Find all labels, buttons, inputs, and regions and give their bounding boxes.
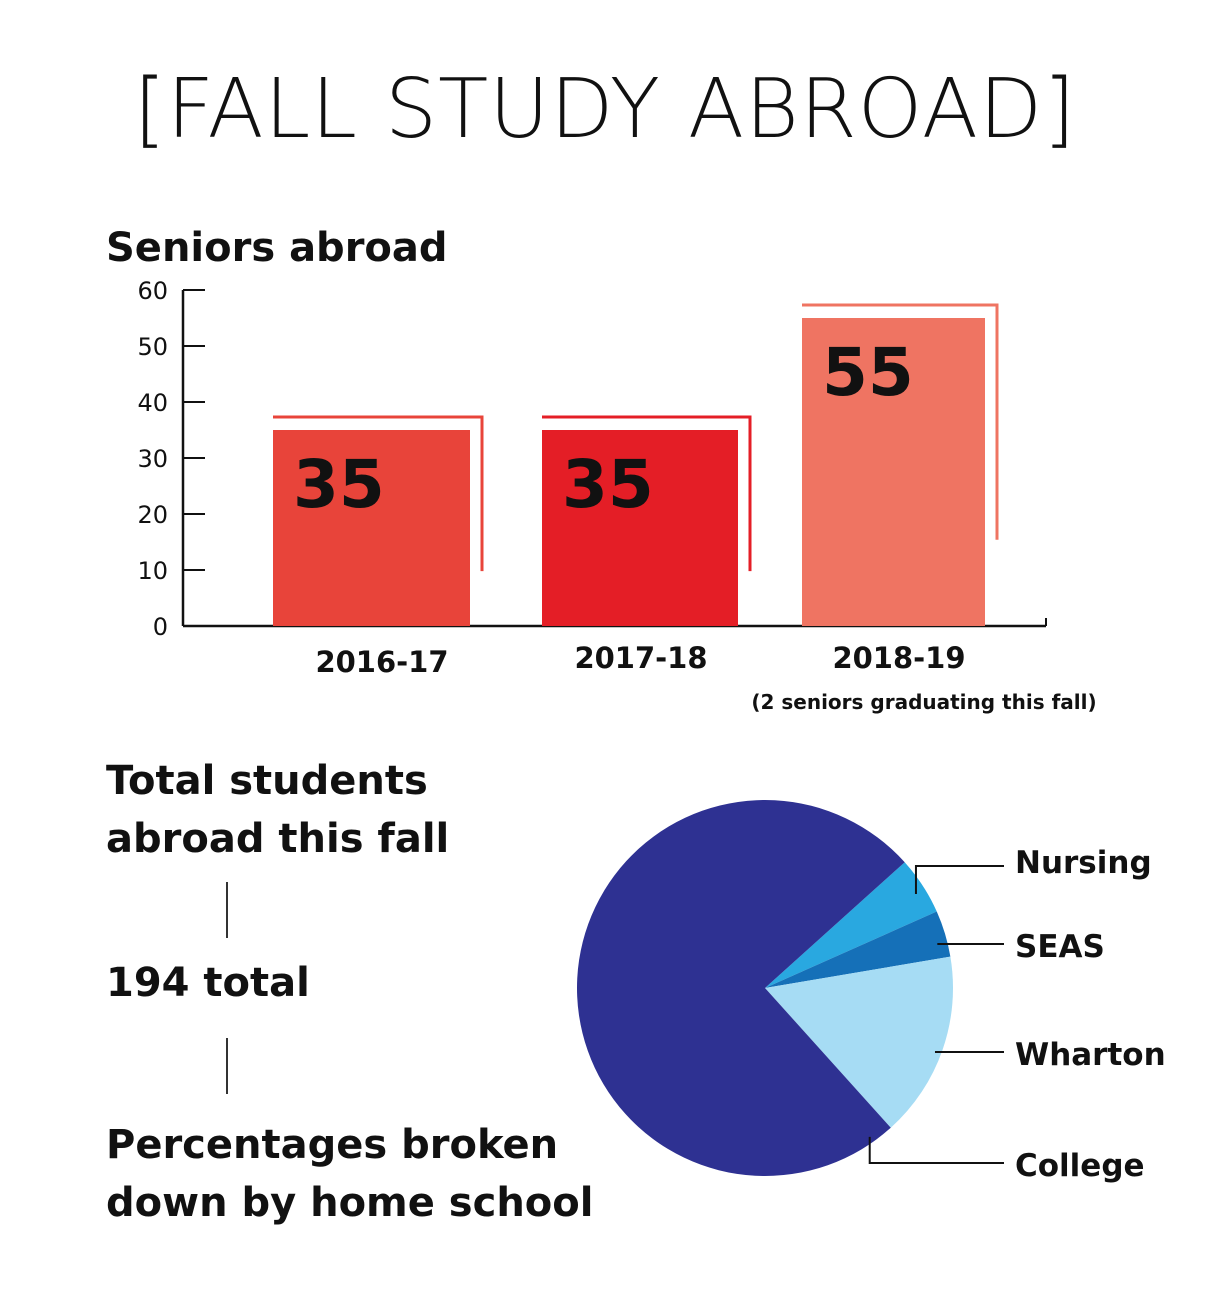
bar-annotation: (2 seniors graduating this fall)	[751, 690, 1097, 714]
y-tick-label: 10	[137, 557, 168, 585]
bar-value-label: 55	[822, 334, 914, 411]
pie-slice-label: Wharton	[1015, 1037, 1166, 1073]
pie-callout-line	[916, 866, 1004, 894]
bar-value-label: 35	[562, 446, 654, 523]
y-tick-label: 40	[137, 389, 168, 417]
y-tick-label: 30	[137, 445, 168, 473]
breakdown-line-1: Percentages broken	[106, 1122, 559, 1168]
pie-slice-label: Nursing	[1015, 845, 1152, 881]
y-tick-label: 20	[137, 501, 168, 529]
bar-chart	[137, 277, 1096, 714]
bar-value-label: 35	[293, 446, 385, 523]
page-title: [FALL STUDY ABROAD]	[133, 62, 1077, 157]
breakdown-line-2: down by home school	[106, 1180, 594, 1226]
pie-callout-line	[870, 1137, 1004, 1163]
pie-title-line-1: Total students	[106, 758, 428, 804]
pie-slice-label: SEAS	[1015, 929, 1105, 965]
pie-chart	[577, 800, 1166, 1184]
pie-slice-label: College	[1015, 1148, 1145, 1184]
bar-chart-title: Seniors abroad	[106, 225, 448, 271]
pie-title-line-2: abroad this fall	[106, 816, 450, 862]
y-tick-label: 50	[137, 333, 168, 361]
total-count: 194 total	[106, 960, 310, 1006]
y-tick-label: 0	[152, 613, 168, 641]
y-tick-label: 60	[137, 277, 168, 305]
x-tick-label: 2018-19	[832, 641, 966, 675]
x-tick-label: 2016-17	[315, 645, 449, 679]
x-tick-label: 2017-18	[574, 641, 708, 675]
